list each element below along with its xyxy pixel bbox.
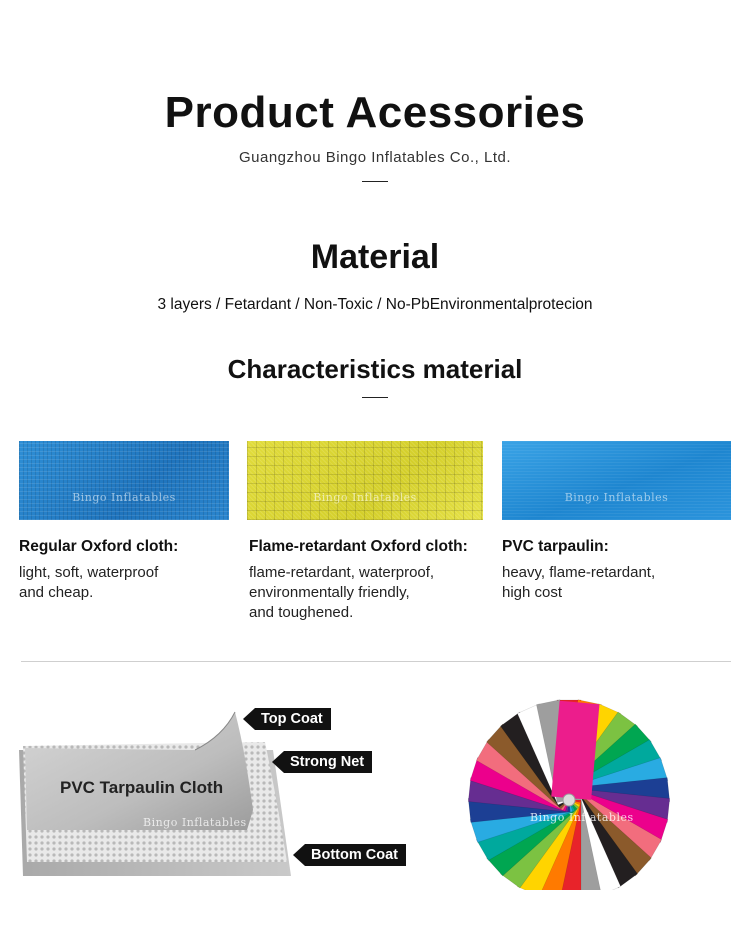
description-line: and toughened. <box>249 604 354 621</box>
watermark: Bingo Inflatables <box>530 811 634 824</box>
title-underline <box>362 181 388 182</box>
watermark: Bingo Inflatables <box>564 491 669 504</box>
characteristics-underline <box>362 397 388 398</box>
watermark: Bingo Inflatables <box>72 491 176 504</box>
flame-retardant-oxford-description <box>249 563 434 623</box>
description-line: light, soft, waterproof <box>19 564 159 581</box>
pvc-tarpaulin-description <box>502 563 655 603</box>
description-line: flame-retardant, waterproof, <box>249 564 435 581</box>
description-line: high cost <box>502 584 563 601</box>
oxford-cloth-title: Regular Oxford cloth: <box>19 538 179 555</box>
strong-net-label: Strong Net <box>284 751 372 773</box>
fan-top-swatch <box>551 701 599 800</box>
company-name: Guangzhou Bingo Inflatables Co., Ltd. <box>238 149 511 166</box>
pvc-tarpaulin-swatch <box>502 441 731 520</box>
description-line: environmentally friendly, <box>249 584 410 601</box>
description-line: heavy, flame-retardant, <box>502 564 656 581</box>
characteristics-heading: Characteristics material <box>227 354 523 384</box>
pvc-cloth-label: PVC Tarpaulin Cloth <box>60 778 224 797</box>
watermark: Bingo Inflatables <box>313 491 417 504</box>
flame-retardant-oxford-swatch <box>247 441 483 520</box>
bottom-coat-label: Bottom Coat <box>305 844 406 866</box>
pvc-layer-diagram <box>15 690 415 890</box>
top-coat-layer <box>25 712 253 830</box>
material-tagline: 3 layers / Fetardant / Non-Toxic / No-PbEnvironmentalprotecion <box>157 296 593 313</box>
section-divider <box>21 661 731 662</box>
pvc-tarpaulin-title: PVC tarpaulin: <box>502 538 609 555</box>
page-title: Product Acessories <box>164 88 586 137</box>
watermark: Bingo Inflatables <box>143 816 247 829</box>
color-fan-illustration <box>462 690 677 890</box>
oxford-cloth-description <box>19 563 158 603</box>
material-heading: Material <box>310 238 440 276</box>
top-coat-label: Top Coat <box>255 708 331 730</box>
description-line: and cheap. <box>19 584 94 601</box>
color-swatch-fan <box>462 690 677 890</box>
fan-rivet <box>563 794 575 806</box>
oxford-cloth-swatch <box>19 441 229 520</box>
flame-retardant-oxford-title: Flame-retardant Oxford cloth: <box>249 538 468 555</box>
